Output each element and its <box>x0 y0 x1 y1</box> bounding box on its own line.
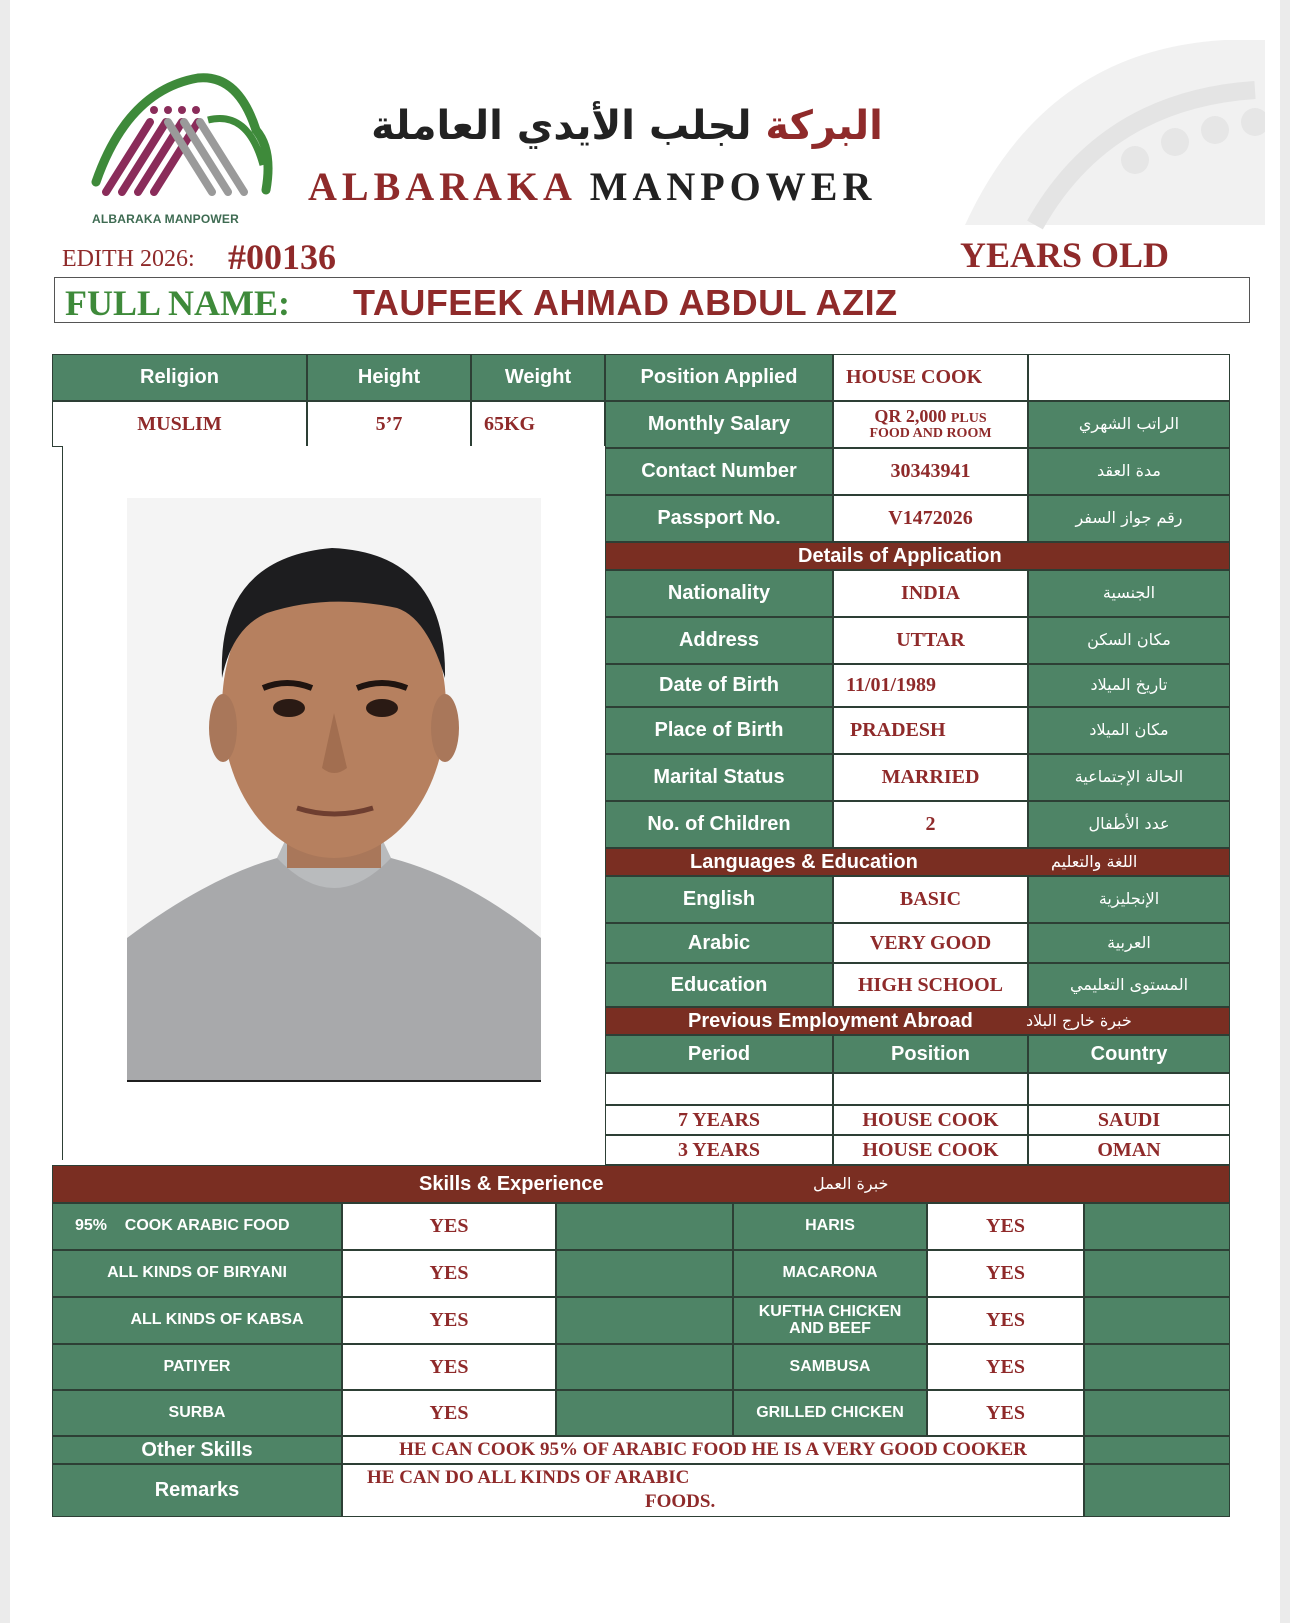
monthly-salary-value <box>833 401 1028 448</box>
skill-name: SAMBUSA <box>733 1344 927 1390</box>
other-skills-spacer <box>1084 1436 1230 1464</box>
salary-extra: FOOD AND ROOM <box>869 426 992 441</box>
education-label: Education <box>605 963 833 1007</box>
skill-spacer <box>1084 1203 1230 1250</box>
skill-spacer <box>556 1250 733 1297</box>
skill-value: YES <box>927 1344 1084 1390</box>
children-arabic: عدد الأطفال <box>1028 801 1230 848</box>
arabic-label: Arabic <box>605 923 833 963</box>
arabic-value: VERY GOOD <box>833 923 1028 963</box>
logo-caption: ALBARAKA MANPOWER <box>92 212 239 226</box>
place-of-birth-arabic: مكان الميلاد <box>1028 707 1230 754</box>
height-value: 5’7 <box>307 401 471 447</box>
passport-number-label: Passport No. <box>605 495 833 542</box>
details-of-application-title: Details of Application <box>798 545 1002 567</box>
remarks-value <box>342 1464 1084 1517</box>
english-value: BASIC <box>833 876 1028 923</box>
country-header: Country <box>1028 1035 1230 1073</box>
education-arabic: المستوى التعليمي <box>1028 963 1230 1007</box>
address-value: UTTAR <box>833 617 1028 664</box>
english-company-title <box>308 163 876 210</box>
languages-education-arabic: اللغة والتعليم <box>1051 852 1138 871</box>
skill-value: YES <box>342 1250 556 1297</box>
skill-spacer <box>1084 1250 1230 1297</box>
monthly-salary-arabic: الراتب الشهري <box>1028 401 1230 448</box>
contact-number-value: 30343941 <box>833 448 1028 495</box>
marital-status-value: MARRIED <box>833 754 1028 801</box>
skill-value: YES <box>927 1203 1084 1250</box>
address-arabic: مكان السكن <box>1028 617 1230 664</box>
albaraka-logo-icon <box>88 70 278 210</box>
employment-position: HOUSE COOK <box>833 1105 1028 1135</box>
skill-name: MACARONA <box>733 1250 927 1297</box>
age-label: YEARS OLD <box>960 235 1170 275</box>
children-label: No. of Children <box>605 801 833 848</box>
watermark-logo-icon <box>965 30 1265 230</box>
contact-number-label: Contact Number <box>605 448 833 495</box>
skill-name: 95% COOK ARABIC FOOD <box>52 1203 342 1250</box>
remarks-spacer <box>1084 1464 1230 1517</box>
previous-employment-bar <box>605 1007 1230 1035</box>
english-title-part2: MANPOWER <box>574 164 877 209</box>
skill-value: YES <box>342 1344 556 1390</box>
skill-name: ALL KINDS OF KABSA <box>52 1297 342 1344</box>
details-of-application-bar <box>605 542 1230 570</box>
remarks-line: FOODS. <box>645 1491 716 1512</box>
skill-name: HARIS <box>733 1203 927 1250</box>
skill-spacer <box>556 1203 733 1250</box>
application-form-page <box>10 0 1280 1623</box>
arabic-company-title <box>302 103 952 149</box>
place-of-birth-label: Place of Birth <box>605 707 833 754</box>
remarks-line: HE CAN DO ALL KINDS OF ARABIC <box>367 1467 690 1488</box>
employment-empty-cell <box>1028 1073 1230 1105</box>
nationality-label: Nationality <box>605 570 833 617</box>
skill-name: SURBA <box>52 1390 342 1436</box>
edition-number: #00136 <box>228 237 336 277</box>
education-value: HIGH SCHOOL <box>833 963 1028 1007</box>
skill-spacer <box>1084 1390 1230 1436</box>
children-value: 2 <box>833 801 1028 848</box>
employment-period: 3 YEARS <box>605 1135 833 1165</box>
arabic-title-part1: البركة <box>765 103 883 149</box>
skill-value: YES <box>927 1297 1084 1344</box>
position-header: Position <box>833 1035 1028 1073</box>
employment-period: 7 YEARS <box>605 1105 833 1135</box>
weight-value: 65KG <box>471 401 605 447</box>
skill-value: YES <box>342 1203 556 1250</box>
skill-value: YES <box>927 1250 1084 1297</box>
remarks-label: Remarks <box>52 1464 342 1517</box>
arabic-title-part2: لجلب الأيدي العاملة <box>371 103 766 149</box>
full-name-label: FULL NAME: <box>65 283 290 323</box>
position-applied-value: HOUSE COOK <box>833 354 1028 401</box>
weight-header: Weight <box>471 354 605 401</box>
languages-education-bar <box>605 848 1230 876</box>
passport-number-value: V1472026 <box>833 495 1028 542</box>
english-arabic: الإنجليزية <box>1028 876 1230 923</box>
skills-experience-title: Skills & Experience <box>419 1173 604 1195</box>
skill-spacer <box>556 1344 733 1390</box>
edition-label: EDITH 2026: <box>62 246 195 272</box>
skill-value: YES <box>342 1297 556 1344</box>
height-header: Height <box>307 354 471 401</box>
skills-experience-arabic: خبرة العمل <box>813 1174 889 1193</box>
previous-employment-arabic: خبرة خارج البلاد <box>1026 1011 1132 1030</box>
employment-empty-cell <box>605 1073 833 1105</box>
employment-country: OMAN <box>1028 1135 1230 1165</box>
languages-education-title: Languages & Education <box>690 851 918 873</box>
skill-spacer <box>556 1390 733 1436</box>
previous-employment-title: Previous Employment Abroad <box>688 1010 973 1032</box>
other-skills-value: HE CAN COOK 95% OF ARABIC FOOD HE IS A VERY GOOD COOKER <box>342 1436 1084 1464</box>
applicant-photo <box>127 498 541 1082</box>
period-header: Period <box>605 1035 833 1073</box>
marital-status-arabic: الحالة الإجتماعية <box>1028 754 1230 801</box>
marital-status-label: Marital Status <box>605 754 833 801</box>
nationality-arabic: الجنسية <box>1028 570 1230 617</box>
nationality-value: INDIA <box>833 570 1028 617</box>
full-name-value: TAUFEEK AHMAD ABDUL AZIZ <box>353 282 898 323</box>
address-label: Address <box>605 617 833 664</box>
english-title-part1: ALBARAKA <box>308 164 575 209</box>
skill-name: KUFTHA CHICKEN AND BEEF <box>733 1297 927 1344</box>
passport-number-arabic: رقم جواز السفر <box>1028 495 1230 542</box>
skill-name: ALL KINDS OF BIRYANI <box>52 1250 342 1297</box>
skill-value: YES <box>927 1390 1084 1436</box>
english-label: English <box>605 876 833 923</box>
skill-name: GRILLED CHICKEN <box>733 1390 927 1436</box>
photo-area <box>62 446 616 1160</box>
salary-main: QR 2,000 <box>874 406 947 427</box>
salary-plus: PLUS <box>950 411 987 427</box>
religion-value: MUSLIM <box>52 401 307 447</box>
position-applied-label: Position Applied <box>605 354 833 401</box>
religion-header: Religion <box>52 354 307 401</box>
employment-empty-cell <box>833 1073 1028 1105</box>
arabic-arabic: العربية <box>1028 923 1230 963</box>
date-of-birth-value: 11/01/1989 <box>833 664 1028 707</box>
skills-experience-bar <box>52 1165 1230 1203</box>
skill-name: PATIYER <box>52 1344 342 1390</box>
employment-country: SAUDI <box>1028 1105 1230 1135</box>
full-name-box <box>54 277 1250 323</box>
date-of-birth-arabic: تاريخ الميلاد <box>1028 664 1230 707</box>
contact-number-arabic: مدة العقد <box>1028 448 1230 495</box>
skill-spacer <box>556 1297 733 1344</box>
other-skills-label: Other Skills <box>52 1436 342 1464</box>
skill-spacer <box>1084 1297 1230 1344</box>
date-of-birth-label: Date of Birth <box>605 664 833 707</box>
skill-spacer <box>1084 1344 1230 1390</box>
employment-position: HOUSE COOK <box>833 1135 1028 1165</box>
skill-value: YES <box>342 1390 556 1436</box>
position-applied-arabic <box>1028 354 1230 401</box>
monthly-salary-label: Monthly Salary <box>605 401 833 448</box>
place-of-birth-value: PRADESH <box>833 707 1028 754</box>
